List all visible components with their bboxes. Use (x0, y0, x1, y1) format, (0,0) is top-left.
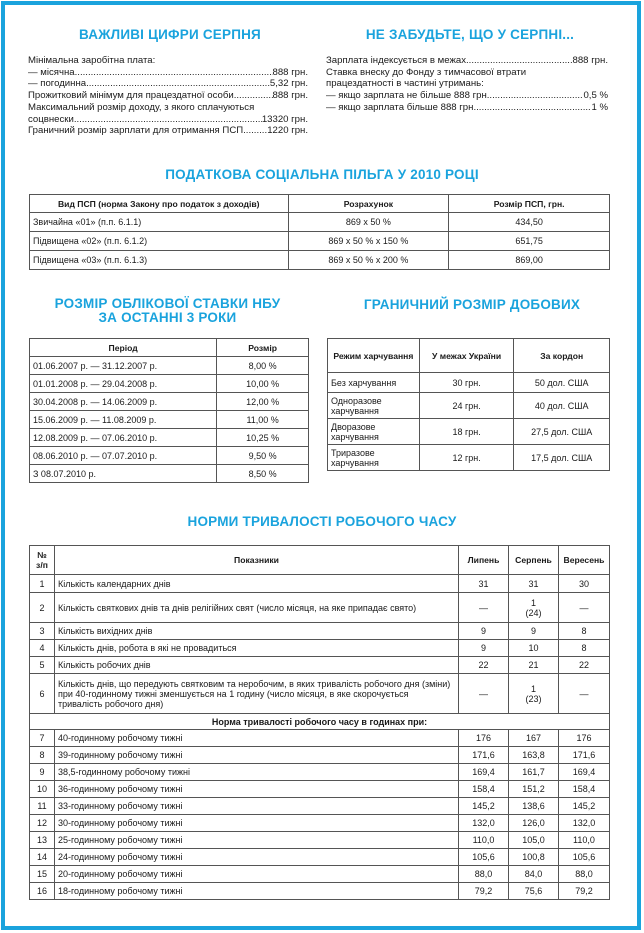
norms-row-cell: 105,6 (558, 849, 609, 866)
nbu-header-rate: Розмір (217, 339, 309, 357)
norms-row-cell: Кількість днів, що передують святковим та неробочим, в яких тривалість робочого дня (зміни) при 40-годинному тижні зменшується на 1 годину (число місяця, в яке скорочується тривалість робочого дня) (54, 674, 458, 714)
norms-row-cell: Кількість вихідних днів (54, 623, 458, 640)
psp-header-type: Вид ПСП (норма Закону про податок з доходів) (30, 195, 289, 213)
nbu-title-line2: ЗА ОСТАННІ 3 РОКИ (98, 310, 237, 325)
norms-row-cell: 158,4 (459, 781, 509, 798)
dot-leader (75, 67, 273, 79)
nbu-row-cell: 8,50 % (217, 465, 309, 483)
nbu-row-cell: 10,00 % (217, 375, 309, 393)
norms-row-cell: 10 (509, 640, 559, 657)
norms-row-cell: 145,2 (558, 798, 609, 815)
nbu-row-cell: 15.06.2009 р. — 11.08.2009 р. (30, 411, 217, 429)
norms-row-cell: 31 (509, 575, 559, 593)
norms-row-cell: 105,6 (459, 849, 509, 866)
norms-row (30, 623, 610, 640)
daily-row-cell: 40 дол. США (514, 393, 610, 419)
norms-row-cell: 1 (30, 575, 55, 593)
nbu-row (30, 411, 309, 429)
important-list (28, 55, 308, 137)
remember-line (326, 55, 608, 67)
norms-row-cell: 8 (30, 747, 55, 764)
daily-title: ГРАНИЧНИЙ РОЗМІР ДОБОВИХ (363, 297, 581, 312)
norms-row-cell: — (558, 674, 609, 714)
norms-row-cell: 100,8 (509, 849, 559, 866)
norms-row (30, 575, 610, 593)
norms-row-cell: 4 (30, 640, 55, 657)
remember-list (326, 55, 608, 114)
nbu-header-period: Період (30, 339, 217, 357)
norms-row-cell: 105,0 (509, 832, 559, 849)
remember-line (326, 67, 608, 79)
nbu-title-line1: РОЗМІР ОБЛІКОВОЇ СТАВКИ НБУ (54, 296, 281, 311)
nbu-row-cell: 11,00 % (217, 411, 309, 429)
norms-row-cell: 12 (30, 815, 55, 832)
daily-row-cell: 27,5 дол. США (514, 419, 610, 445)
norms-row-cell: 33-годинному робочому тижні (54, 798, 458, 815)
nbu-row-cell: 10,25 % (217, 429, 309, 447)
norms-row-cell: 163,8 (509, 747, 559, 764)
norms-row-cell: 15 (30, 866, 55, 883)
nbu-row-cell: 8,00 % (217, 357, 309, 375)
norms-row-cell: 38,5-годинному робочому тижні (54, 764, 458, 781)
important-line-value: 888 грн. (272, 66, 308, 78)
nbu-row (30, 465, 309, 483)
norms-row (30, 781, 610, 798)
daily-header-abroad: За кордон (514, 339, 610, 373)
norms-row (30, 883, 610, 900)
daily-row-cell: 30 грн. (419, 373, 514, 393)
psp-title: ПОДАТКОВА СОЦІАЛЬНА ПІЛЬГА У 2010 РОЦІ (165, 167, 479, 182)
norms-row (30, 730, 610, 747)
psp-row-cell: Підвищена «02» (п.п. 6.1.2) (30, 232, 289, 251)
psp-table (29, 194, 610, 270)
psp-header-amount: Розмір ПСП, грн. (449, 195, 610, 213)
remember-line (326, 78, 608, 90)
norms-row-cell: 30 (558, 575, 609, 593)
norms-row-cell: 10 (30, 781, 55, 798)
daily-row-cell: 12 грн. (419, 445, 514, 471)
norms-row-cell: 79,2 (558, 883, 609, 900)
norms-row (30, 640, 610, 657)
norms-row-cell: 11 (30, 798, 55, 815)
remember-line-label: Зарплата індексується в межах (326, 55, 467, 66)
remember-line-value: 0,5 % (583, 90, 608, 102)
norms-row-cell: 22 (558, 657, 609, 674)
nbu-row-cell: 08.06.2010 р. — 07.07.2010 р. (30, 447, 217, 465)
norms-row-cell: 132,0 (459, 815, 509, 832)
nbu-row (30, 357, 309, 375)
psp-row-cell: Звичайна «01» (п.п. 6.1.1) (30, 213, 289, 232)
remember-line-label: — якщо зарплата не більше 888 грн. (326, 90, 490, 102)
norms-row-cell: 9 (30, 764, 55, 781)
norms-row-cell: 176 (558, 730, 609, 747)
norms-row-cell: 3 (30, 623, 55, 640)
psp-row-cell: Підвищена «03» (п.п. 6.1.3) (30, 251, 289, 270)
important-line-label: соцвнески (28, 113, 74, 125)
important-line-value: 13320 грн. (261, 113, 308, 125)
norms-row-cell: 158,4 (558, 781, 609, 798)
important-line-value: 5,32 грн. (269, 78, 308, 90)
important-line (28, 67, 308, 79)
daily-row-cell: Одноразове харчування (328, 393, 420, 419)
nbu-title (25, 297, 310, 325)
norms-row (30, 657, 610, 674)
daily-header-ukraine: У межах України (419, 339, 514, 373)
norms-row-cell: 8 (558, 623, 609, 640)
norms-row-cell: 1 (23) (509, 674, 559, 714)
norms-row-cell: 2 (30, 593, 55, 623)
norms-row-cell: 151,2 (509, 781, 559, 798)
nbu-row-cell: 01.06.2007 р. — 31.12.2007 р. (30, 357, 217, 375)
psp-row-cell: 869,00 (449, 251, 610, 270)
norms-row (30, 593, 610, 623)
important-line-label: — погодинна (28, 78, 87, 90)
nbu-row (30, 393, 309, 411)
nbu-row (30, 447, 309, 465)
norms-row-cell: 110,0 (558, 832, 609, 849)
nbu-row-cell: 30.04.2008 р. — 14.06.2009 р. (30, 393, 217, 411)
norms-subheader-row (30, 714, 610, 730)
norms-row-cell: Кількість днів, робота в які не провадиться (54, 640, 458, 657)
norms-row-cell: 75,6 (509, 883, 559, 900)
important-line (28, 102, 308, 114)
nbu-row-cell: 12,00 % (217, 393, 309, 411)
important-line (28, 114, 308, 126)
norms-row-cell: 171,6 (459, 747, 509, 764)
norms-row-cell: 25-годинному робочому тижні (54, 832, 458, 849)
daily-row (328, 393, 610, 419)
daily-row-cell: Дворазове харчування (328, 419, 420, 445)
norms-header-august: Серпень (509, 546, 559, 575)
norms-row-cell: 176 (459, 730, 509, 747)
dot-leader (476, 102, 591, 114)
daily-row (328, 373, 610, 393)
important-line-value: 888 грн. (272, 90, 308, 102)
important-line-label: Мінімальна заробітна плата: (28, 55, 156, 66)
dot-leader (243, 125, 267, 137)
norms-row-cell: 171,6 (558, 747, 609, 764)
norms-row-cell: 30-годинному робочому тижні (54, 815, 458, 832)
norms-row (30, 866, 610, 883)
norms-row-cell: 40-годинному робочому тижні (54, 730, 458, 747)
important-title: ВАЖЛИВІ ЦИФРИ СЕРПНЯ (79, 27, 261, 42)
norms-row-cell: 145,2 (459, 798, 509, 815)
norms-row-cell: 132,0 (558, 815, 609, 832)
daily-row-cell: Без харчування (328, 373, 420, 393)
norms-row (30, 764, 610, 781)
norms-row-cell: 14 (30, 849, 55, 866)
norms-row-cell: 1 (24) (509, 593, 559, 623)
daily-row-cell: 17,5 дол. США (514, 445, 610, 471)
important-line-label: — місячна (28, 66, 75, 78)
nbu-row-cell: 12.08.2009 р. — 07.06.2010 р. (30, 429, 217, 447)
norms-header-no: № з/п (30, 546, 55, 575)
daily-table (327, 338, 610, 471)
norms-row-cell: 21 (509, 657, 559, 674)
remember-line (326, 90, 608, 102)
norms-header-september: Вересень (558, 546, 609, 575)
important-line-label: Максимальний розмір доходу, з якого сплачуються (28, 101, 255, 113)
psp-row (30, 213, 610, 232)
norms-row-cell: 22 (459, 657, 509, 674)
daily-row-cell: 50 дол. США (514, 373, 610, 393)
norms-row-cell: 18-годинному робочому тижні (54, 883, 458, 900)
remember-line-value: 888 грн. (572, 55, 608, 66)
dot-leader (234, 90, 273, 102)
norms-row-cell: 169,4 (459, 764, 509, 781)
psp-row-cell: 869 х 50 % х 200 % (288, 251, 449, 270)
norms-row-cell: 24-годинному робочому тижні (54, 849, 458, 866)
norms-row-cell: 7 (30, 730, 55, 747)
psp-header-calc: Розрахунок (288, 195, 449, 213)
norms-row-cell: 9 (459, 623, 509, 640)
daily-header-meals: Режим харчування (328, 339, 420, 373)
important-line (28, 90, 308, 102)
daily-row-cell: 18 грн. (419, 419, 514, 445)
norms-title: НОРМИ ТРИВАЛОСТІ РОБОЧОГО ЧАСУ (187, 514, 457, 529)
nbu-row (30, 429, 309, 447)
daily-row-cell: Триразове харчування (328, 445, 420, 471)
important-line (28, 125, 308, 137)
nbu-row-cell: 01.01.2008 р. — 29.04.2008 р. (30, 375, 217, 393)
remember-line-label: — якщо зарплата більше 888 грн. (326, 101, 477, 113)
nbu-table (29, 338, 309, 483)
nbu-row (30, 375, 309, 393)
norms-row-cell: 20-годинному робочому тижні (54, 866, 458, 883)
psp-row-cell: 869 х 50 % х 150 % (288, 232, 449, 251)
nbu-row-cell: 9,50 % (217, 447, 309, 465)
norms-row-cell: — (459, 593, 509, 623)
psp-row-cell: 651,75 (449, 232, 610, 251)
norms-row-cell: 169,4 (558, 764, 609, 781)
norms-row-cell: 31 (459, 575, 509, 593)
remember-line-value: 1 % (591, 101, 608, 113)
norms-row-cell: Кількість робочих днів (54, 657, 458, 674)
important-line-label: Прожитковий мінімум для працездатної особи (28, 90, 234, 102)
norms-header-indicator: Показники (54, 546, 458, 575)
norms-row-cell: 39-годинному робочому тижні (54, 747, 458, 764)
dot-leader (466, 55, 573, 67)
norms-row-cell: 167 (509, 730, 559, 747)
norms-row-cell: — (558, 593, 609, 623)
dot-leader (74, 114, 262, 126)
norms-row-cell: 9 (459, 640, 509, 657)
norms-row-cell: 88,0 (459, 866, 509, 883)
norms-row-cell: 6 (30, 674, 55, 714)
nbu-row-cell: З 08.07.2010 р. (30, 465, 217, 483)
psp-row (30, 232, 610, 251)
norms-table (29, 545, 610, 900)
daily-row (328, 445, 610, 471)
important-line (28, 78, 308, 90)
norms-row-cell: 8 (558, 640, 609, 657)
norms-row-cell: 138,6 (509, 798, 559, 815)
norms-row-cell: 126,0 (509, 815, 559, 832)
norms-row-cell: 5 (30, 657, 55, 674)
psp-row-cell: 869 х 50 % (288, 213, 449, 232)
daily-row-cell: 24 грн. (419, 393, 514, 419)
important-line-value: 1220 грн. (267, 125, 308, 137)
norms-header-july: Липень (459, 546, 509, 575)
remember-line (326, 102, 608, 114)
dot-leader (86, 78, 270, 90)
norms-row-cell: 79,2 (459, 883, 509, 900)
norms-row-cell: 13 (30, 832, 55, 849)
remember-line-label: Ставка внеску до Фонду з тимчасової втрати (326, 66, 527, 78)
important-line (28, 55, 308, 67)
dot-leader (489, 90, 583, 102)
norms-row (30, 849, 610, 866)
psp-row-cell: 434,50 (449, 213, 610, 232)
norms-row-cell: 36-годинному робочому тижні (54, 781, 458, 798)
remember-line-label: працездатності в частині утримань: (326, 78, 484, 90)
norms-row (30, 832, 610, 849)
important-line-label: Граничний розмір зарплати для отримання ПСП (28, 125, 244, 137)
psp-row (30, 251, 610, 270)
norms-row-cell: 88,0 (558, 866, 609, 883)
norms-row-cell: 84,0 (509, 866, 559, 883)
norms-row-cell: Кількість календарних днів (54, 575, 458, 593)
remember-title: НЕ ЗАБУДЬТЕ, ЩО У СЕРПНІ... (365, 27, 575, 42)
norms-row (30, 747, 610, 764)
daily-row (328, 419, 610, 445)
norms-row-cell: — (459, 674, 509, 714)
norms-row-cell: Кількість святкових днів та днів релігійних свят (число місяця, на яке припадає свято) (54, 593, 458, 623)
norms-subheader: Норма тривалості робочого часу в годинах при: (30, 714, 610, 730)
norms-row (30, 815, 610, 832)
norms-row-cell: 9 (509, 623, 559, 640)
norms-row-cell: 110,0 (459, 832, 509, 849)
norms-row-cell: 161,7 (509, 764, 559, 781)
norms-row (30, 674, 610, 714)
norms-row (30, 798, 610, 815)
norms-row-cell: 16 (30, 883, 55, 900)
